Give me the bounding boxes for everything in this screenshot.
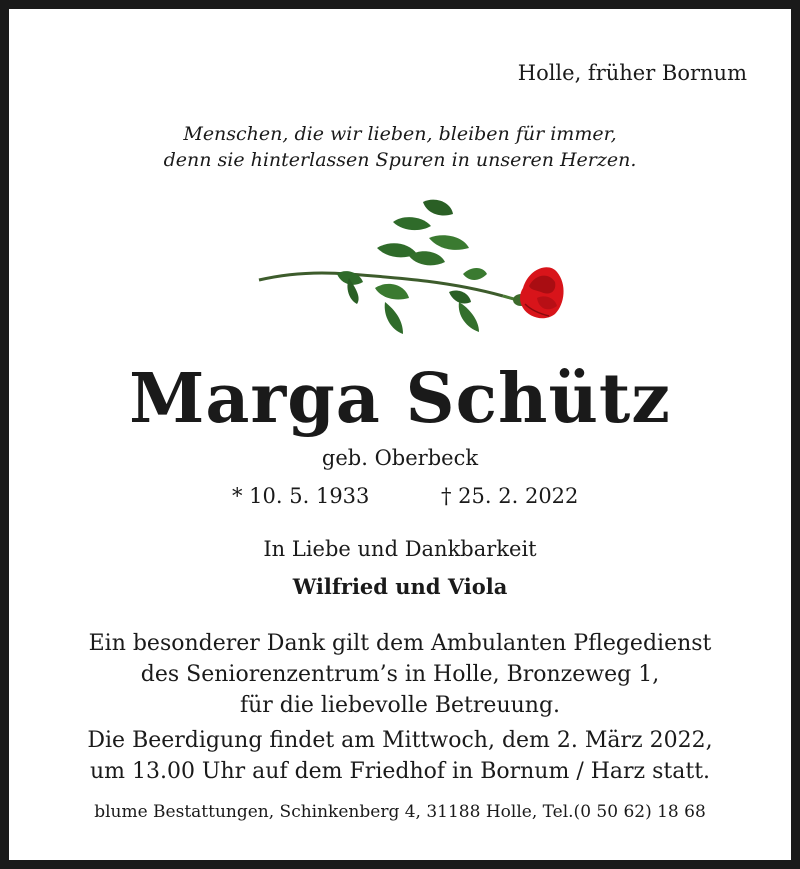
motto-line-2: denn sie hinterlassen Spuren in unseren Herzen. (163, 149, 637, 171)
mourners-names: Wilfried und Viola (292, 574, 508, 599)
thanks-line-1: Ein besonderer Dank gilt dem Ambulanten Pflegedienst (88, 631, 712, 656)
undertaker-line: blume Bestattungen, Schinkenberg 4, 31188 Holle, Tel.(0 50 62) 18 68 (94, 802, 706, 822)
motto-quote (9, 121, 791, 173)
funeral-paragraph (9, 725, 791, 787)
birth-date: * 10. 5. 1933 (232, 484, 370, 508)
mourning-intro: In Liebe und Dankbarkeit (263, 537, 537, 561)
red-rose-icon (253, 192, 573, 342)
location-line: Holle, früher Bornum (517, 61, 747, 85)
birth-name: geb. Oberbeck (321, 446, 479, 470)
thanks-paragraph (9, 628, 791, 721)
deceased-name: Marga Schütz (129, 359, 671, 439)
death-date: † 25. 2. 2022 (441, 484, 579, 508)
funeral-line-2: um 13.00 Uhr auf dem Friedhof in Bornum / Harz statt. (89, 759, 711, 784)
motto-line-1: Menschen, die wir lieben, bleiben für immer, (183, 123, 617, 145)
thanks-line-2: des Seniorenzentrum’s in Holle, Bronzeweg 1, (140, 662, 660, 687)
thanks-line-3: für die liebevolle Betreuung. (239, 693, 561, 718)
funeral-line-1: Die Beerdigung findet am Mittwoch, dem 2. März 2022, (87, 728, 713, 753)
